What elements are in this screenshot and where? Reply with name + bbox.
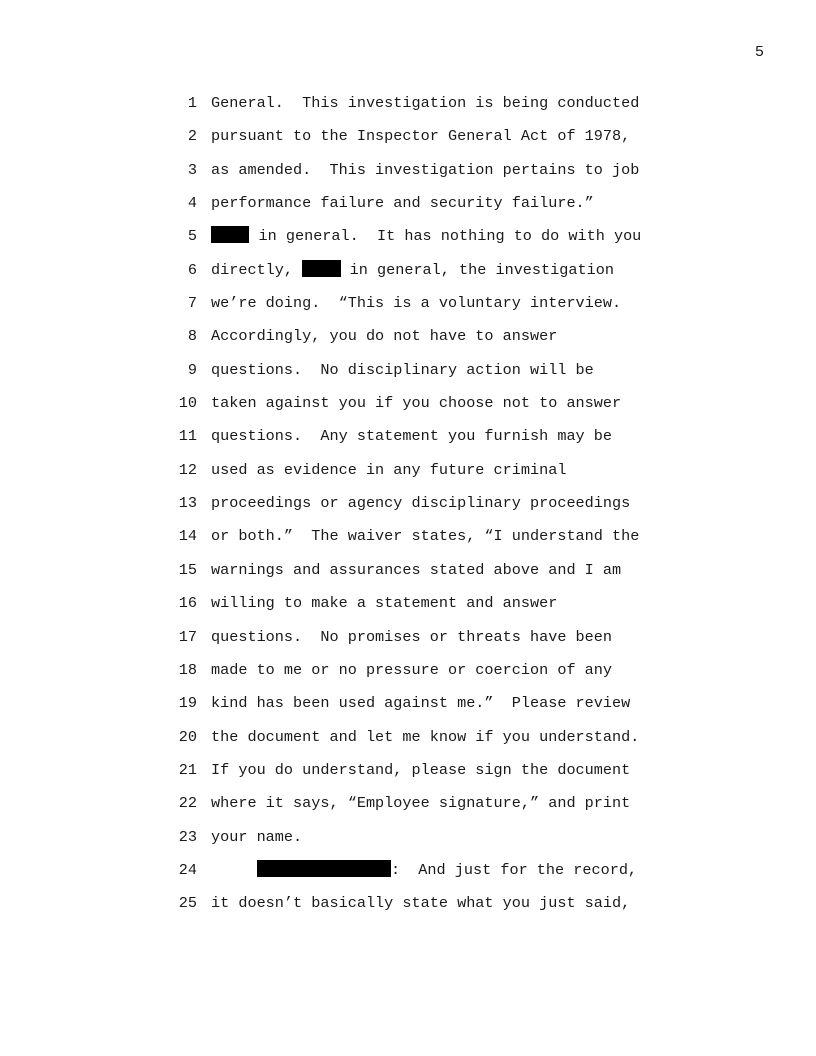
line-number: 14 [178, 527, 197, 546]
line-number: 22 [178, 794, 197, 813]
transcript-line [170, 126, 690, 159]
line-number: 11 [178, 427, 197, 446]
transcript-line [170, 627, 690, 660]
line-text [211, 460, 566, 480]
line-number: 18 [178, 660, 197, 679]
page-number: 5 [754, 43, 764, 61]
transcript-line [170, 160, 690, 193]
transcript-line [170, 193, 690, 226]
transcript-line [170, 660, 690, 693]
transcript-line [170, 560, 690, 593]
line-number: 25 [178, 894, 197, 913]
line-text [211, 260, 614, 280]
line-number: 21 [178, 760, 197, 779]
text-segment: questions. Any statement you furnish may be [211, 427, 613, 446]
line-text [211, 493, 630, 513]
text-segment: directly, [211, 260, 303, 279]
transcript-line [170, 93, 690, 126]
line-text [211, 727, 639, 747]
line-text [211, 426, 612, 446]
line-text [211, 93, 639, 113]
line-text [211, 660, 612, 680]
line-text [211, 526, 639, 546]
text-segment: as amended. This investigation pertains to job [211, 160, 640, 179]
line-text [211, 126, 630, 146]
text-segment: proceedings or agency disciplinary proceedings [211, 494, 631, 513]
text-segment: willing to make a statement and answer [211, 594, 558, 613]
text-segment: questions. No promises or threats have been [211, 627, 613, 646]
line-number: 2 [187, 127, 197, 146]
transcript-line [170, 493, 690, 526]
line-text [211, 560, 621, 580]
line-text [211, 893, 630, 913]
line-number: 10 [178, 394, 197, 413]
line-text [211, 160, 639, 180]
text-segment: questions. No disciplinary action will be [211, 360, 594, 379]
text-segment: kind has been used against me.” Please review [211, 694, 631, 713]
line-number: 6 [187, 260, 197, 279]
text-segment: : And just for the record, [390, 860, 638, 879]
transcript-line [170, 426, 690, 459]
line-text [211, 593, 557, 613]
line-number: 15 [178, 560, 197, 579]
transcript-line [170, 526, 690, 559]
line-number: 12 [178, 460, 197, 479]
transcript-line [170, 760, 690, 793]
text-segment: in general, the investigation [340, 260, 614, 279]
transcript-line [170, 260, 690, 293]
line-number: 24 [178, 860, 197, 879]
line-text [211, 326, 557, 346]
line-text [211, 360, 594, 380]
transcript-line [170, 593, 690, 626]
text-segment: your name. [211, 827, 303, 846]
line-text [211, 693, 630, 713]
transcript-line [170, 827, 690, 860]
line-number: 7 [187, 294, 197, 313]
text-segment: in general. It has nothing to do with you [249, 227, 642, 246]
line-text [211, 793, 630, 813]
transcript-line [170, 460, 690, 493]
transcript-line [170, 693, 690, 726]
transcript-line [170, 893, 690, 926]
line-number: 19 [178, 694, 197, 713]
line-text [211, 193, 594, 213]
line-text [211, 760, 630, 780]
text-segment: taken against you if you choose not to answer [211, 394, 622, 413]
transcript-line [170, 393, 690, 426]
line-number: 20 [178, 727, 197, 746]
text-segment [211, 861, 257, 879]
line-text [211, 860, 637, 880]
line-number: 17 [178, 627, 197, 646]
line-number: 13 [178, 494, 197, 513]
line-text [211, 827, 302, 847]
line-text [211, 627, 612, 647]
redaction-block [302, 260, 340, 277]
line-number: 3 [187, 160, 197, 179]
line-number: 4 [187, 194, 197, 213]
transcript-line [170, 360, 690, 393]
text-segment: made to me or no pressure or coercion of any [211, 660, 613, 679]
line-number: 23 [178, 827, 197, 846]
text-segment: or both.” The waiver states, “I understand the [211, 527, 640, 546]
redaction-block [211, 226, 249, 243]
line-number: 9 [187, 360, 197, 379]
transcript-line [170, 793, 690, 826]
text-segment: the document and let me know if you understand. [211, 727, 640, 746]
text-segment: performance failure and security failure.” [211, 194, 594, 213]
text-segment: Accordingly, you do not have to answer [211, 327, 558, 346]
line-number: 16 [178, 594, 197, 613]
text-segment: where it says, “Employee signature,” and print [211, 794, 631, 813]
text-segment: pursuant to the Inspector General Act of 1978, [211, 127, 631, 146]
transcript-line [170, 860, 690, 893]
text-segment: If you do understand, please sign the document [211, 760, 631, 779]
transcript-line [170, 293, 690, 326]
line-number: 8 [187, 327, 197, 346]
text-segment: it doesn’t basically state what you just said, [211, 894, 631, 913]
line-text [211, 226, 641, 246]
line-number: 5 [187, 227, 197, 246]
transcript-line [170, 326, 690, 359]
text-segment: used as evidence in any future criminal [211, 460, 567, 479]
line-text [211, 393, 621, 413]
line-number: 1 [187, 94, 197, 112]
text-segment: we’re doing. “This is a voluntary interview. [211, 294, 622, 313]
transcript-line [170, 226, 690, 259]
transcript-line [170, 727, 690, 760]
text-segment: General. This investigation is being conducted [211, 94, 640, 112]
redaction-block [257, 860, 391, 877]
transcript-body [170, 93, 690, 927]
line-text [211, 293, 621, 313]
text-segment: warnings and assurances stated above and I am [211, 560, 622, 579]
